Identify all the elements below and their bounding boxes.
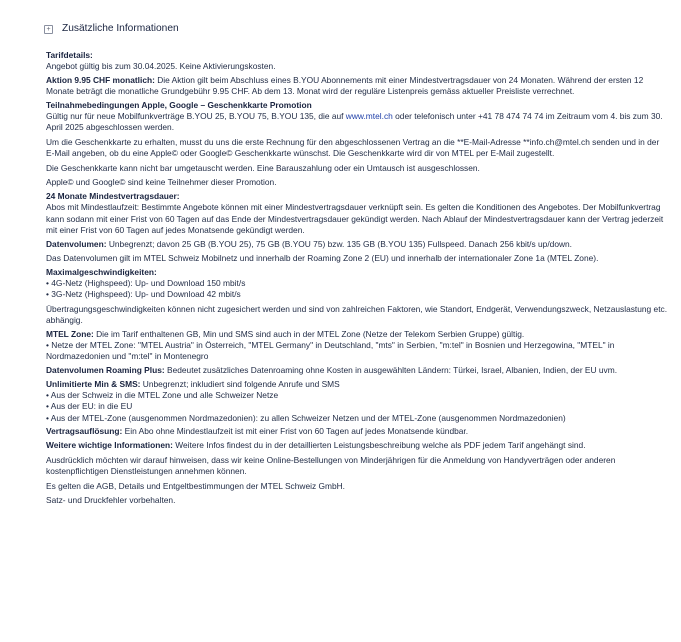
promo-paragraph-2: Um die Geschenkkarte zu erhalten, musst du uns die erste Rechnung für den abgeschlossenen Vertrag an die **E-Mail-Adresse **info.ch@mtel.ch senden und in der E-Mail angeben, ob du eine Apple© oder Google© Geschenkkarte wünschst. Die Geschenkkarte wird dir von MTEL per E-Mail zugestellt. (46, 137, 660, 159)
datenvolumen-paragraph-2: Das Datenvolumen gilt im MTEL Schweiz Mobilnetz und innerhalb der Roaming Zone 2 (EU) und innerhalb der internationaler Zone 1a (MTEL Zone). (46, 253, 599, 264)
tarif-block (46, 50, 669, 72)
section-title[interactable]: Zusätzliche Informationen (62, 23, 179, 34)
list-item: • Aus der MTEL-Zone (ausgenommen Nordmazedonien): zu allen Schweizer Netzen und der MTEL-Zone (ausgenommen Nordmazedonien) (46, 413, 669, 424)
list-item: • Aus der Schweiz in die MTEL Zone und alle Schweizer Netze (46, 390, 669, 401)
roaming-block (46, 365, 669, 376)
promo-block (46, 100, 669, 189)
list-item: • 4G-Netz (Highspeed): Up- und Download 150 mbit/s (46, 278, 669, 289)
aktion-label: Aktion 9.95 CHF monatlich: (46, 75, 155, 85)
weitere-paragraph-3: Es gelten die AGB, Details und Entgeltbestimmungen der MTEL Schweiz GmbH. (46, 480, 346, 491)
speed-label: Maximalgeschwindigkeiten: (46, 266, 157, 277)
zone-label: MTEL Zone: (46, 328, 94, 339)
speed-block (46, 267, 669, 326)
mvd-text: Abos mit Mindestlaufzeit: Bestimmte Angebote können mit einer Mindestvertragsdauer verknüpft sein. Es gelten die Konditionen des Angebotes. Der Mobilfunkvertrag kann sodann mit einer Frist von 60 Tagen auf das Ende der Mindestvertragsdauer gekündigt werden. Nach Ablauf der Mindestvertragsdauer kann der Vertrag jederzeit mit einer Frist von 60 Tagen auf jedes Monatsende gekündigt werden. (46, 202, 664, 235)
weitere-text: Weitere Infos findest du in der detaillierten Leistungsbeschreibung welche als PDF jedem Tarif angehängt sind. (172, 440, 586, 451)
roaming-text: Bedeutet zusätzliches Datenroaming ohne Kosten in ausgewählten Ländern: Türkei, Israel, Albanien, Indien, der EU uvm. (164, 365, 618, 376)
unlimited-label: Unlimitierte Min & SMS: (46, 378, 141, 389)
aktion-text: Die Aktion gilt beim Abschluss eines B.YOU Abonnements mit einer Mindestvertragsdauer von 24 Monaten. Während der ersten 12 Monate beträgt die monatliche Grundgebühr 9.95 CHF. Ab dem 13. Monat wird der reguläre Listenpreis gemäss aktueller Preisliste verrechnet. (46, 75, 644, 97)
aufloesung-label: Vertragsauflösung: (46, 426, 123, 437)
promo-paragraph-3: Die Geschenkkarte kann nicht bar umgetauscht werden. Eine Barauszahlung oder ein Umtausch ist ausgeschlossen. (46, 162, 480, 173)
unlimited-text: Unbegrenzt; inkludiert sind folgende Anrufe und SMS (140, 378, 340, 389)
promo-label: Teilnahmebedingungen Apple, Google – Geschenkkarte Promotion (46, 100, 312, 110)
promo-p1-text-end: oder telefonisch unter +41 78 474 74 74 im Zeitraum vom 4. bis zum 30. April 2025 abgeschlossen werden. (46, 111, 663, 133)
promo-paragraph-4: Apple© und Google© sind keine Teilnehmer dieser Promotion. (46, 177, 277, 188)
speed-paragraph-2: Übertragungsgeschwindigkeiten können nicht zugesichert werden und sind von zahlreichen Faktoren, wie Standort, Endgerät, Verwendungszweck, Netzauslastung etc. abhängig. (46, 303, 668, 326)
weitere-block (46, 440, 669, 506)
weitere-label: Weitere wichtige Informationen: (46, 440, 173, 451)
mtel-website-link[interactable]: www.mtel.ch (345, 111, 393, 122)
datenvolumen-block (46, 239, 669, 265)
expand-toggle-icon[interactable]: + (44, 25, 53, 34)
roaming-label: Datenvolumen Roaming Plus: (46, 365, 165, 376)
aufloesung-text: Ein Abo ohne Mindestlaufzeit ist mit einer Frist von 60 Tagen auf jedes Monatsende kündbar. (122, 426, 469, 437)
zone-block (46, 329, 669, 363)
list-item: • Aus der EU: in die EU (46, 401, 669, 412)
list-item: • Netze der MTEL Zone: "MTEL Austria" in Österreich, "MTEL Germany" in Deutschland, "mts" in Serbien, "m:tel" in Bosnien und Herzegowina, "MTEL" in Nordmazedonien und "m:tel" in Montenegro (46, 340, 669, 362)
mvd-label: 24 Monate Mindestvertragsdauer: (46, 191, 180, 202)
datenvolumen-label: Datenvolumen: (46, 238, 107, 249)
promo-p1-text: Gültig nur für neue Mobilfunkverträge B.YOU 25, B.YOU 75, B.YOU 135, die auf (46, 111, 346, 122)
aufloesung-block (46, 426, 669, 437)
datenvolumen-text: Unbegrenzt; davon 25 GB (B.YOU 25), 75 GB (B.YOU 75) bzw. 135 GB (B.YOU 135) Fullspeed. Danach 256 kbit/s up/down. (106, 238, 573, 249)
promo-paragraph-1 (46, 111, 669, 133)
tarif-label: Tarifdetails: (46, 50, 93, 60)
unlimited-block (46, 379, 669, 424)
aktion-block (46, 75, 669, 97)
list-item: • 3G-Netz (Highspeed): Up- und Download 42 mbit/s (46, 289, 669, 300)
tarif-text: Angebot gültig bis zum 30.04.2025. Keine Aktivierungskosten. (46, 61, 276, 72)
weitere-paragraph-4: Satz- und Druckfehler vorbehalten. (46, 495, 176, 506)
weitere-paragraph-2: Ausdrücklich möchten wir darauf hinweisen, dass wir keine Online-Bestellungen von Minderjährigen für die Anmeldung von Handyverträgen oder anderen kostenpflichtigen Dienstleistungen annehmen können. (46, 454, 616, 476)
zone-text: Die im Tarif enthaltenen GB, Min und SMS sind auch in der MTEL Zone (Netze der Telekom Serbien Gruppe) gültig. (93, 328, 525, 339)
section-header[interactable] (44, 22, 669, 36)
mvd-block (46, 191, 669, 236)
